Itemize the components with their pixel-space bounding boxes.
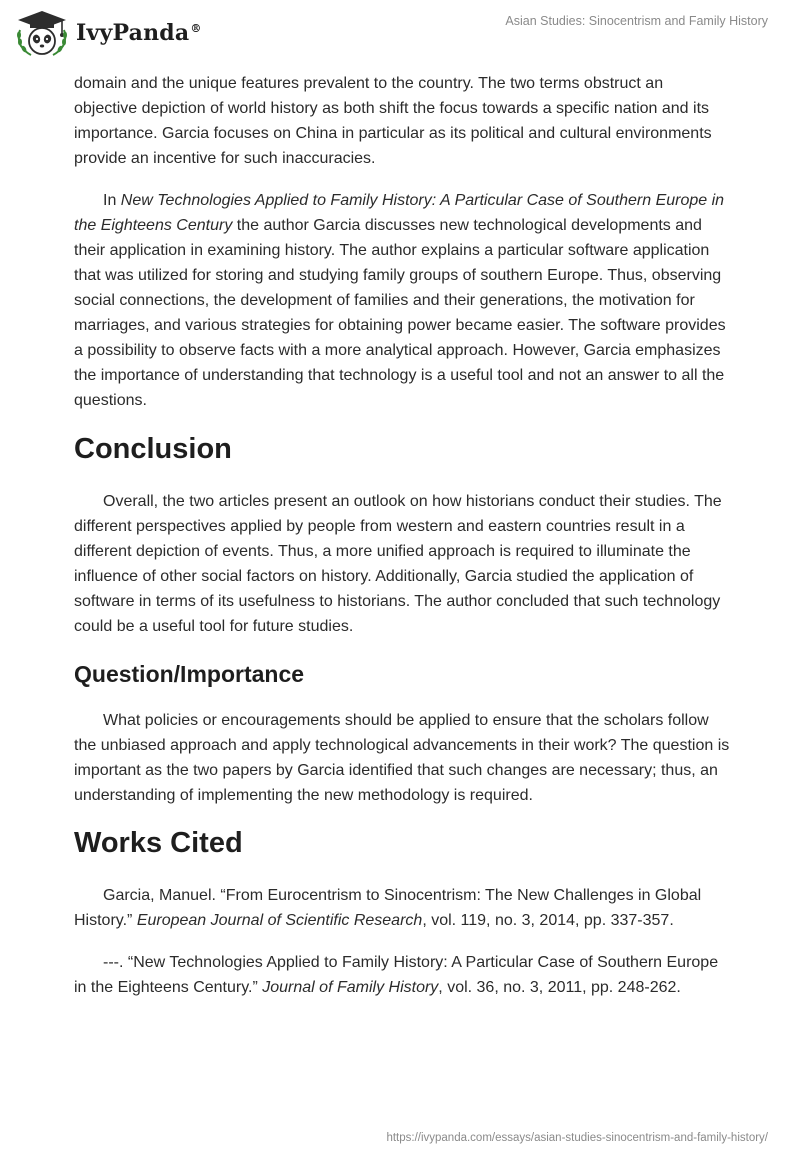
ivypanda-logo[interactable] <box>14 8 202 58</box>
page-header <box>0 0 800 70</box>
paragraph-conclusion: Overall, the two articles present an outlook on how historians conduct their studies. The different perspectives applied by people from western and eastern countries result in a different depiction of events. Thus, a more unified approach is required to illuminate the influence of other social factors on history. Additionally, Garcia studied the application of software in terms of its usefulness to historians. The author concluded that such technology could be a useful tool for future studies. <box>74 493 722 635</box>
citation-entry: Garcia, Manuel. “From Eurocentrism to Sinocentrism: The New Challenges in Global History.” European Journal of Scientific Research, vol. 119, no. 3, 2014, pp. 337-357. <box>74 887 702 929</box>
source-url-link[interactable]: https://ivypanda.com/essays/asian-studies-sinocentrism-and-family-history/ <box>386 1132 768 1144</box>
page-title: Asian Studies: Sinocentrism and Family History <box>505 14 768 28</box>
essay-body <box>74 71 730 1000</box>
paragraph-technology: In New Technologies Applied to Family History: A Particular Case of Southern Europe in the Eighteens Century the author Garcia discusses new technological developments and their application in examining history. The author explains a particular software application that was utilized for storing and studying family groups of southern Europe. Thus, observing social connections, the development of families and their generations, the motivation for marriages, and various strategies for obtaining power became easier. The software provides a possibility to observe facts with a more analytical approach. However, Garcia emphasizes the importance of understanding that technology is a useful tool and not an answer to all the questions. <box>74 192 726 409</box>
paragraph-question: What policies or encouragements should be applied to ensure that the scholars follow the unbiased approach and apply technological advancements in their work? The question is important as the two papers by Garcia identified that such changes are necessary; thus, an understanding of implementing the new methodology is required. <box>74 712 730 804</box>
article-title: New Technologies Applied to Family History: A Particular Case of Southern Europe in the Eighteens Century <box>74 192 725 234</box>
paragraph-intro: domain and the unique features prevalent to the country. The two terms obstruct an objective depiction of world history as both shift the focus towards a specific nation and its importance. Garcia focuses on China in particular as its political and cultural environments provide an incentive for such inaccuracies. <box>74 75 712 167</box>
panda-graduate-icon <box>14 8 70 58</box>
question-heading: Question/Importance <box>74 661 305 687</box>
conclusion-heading: Conclusion <box>74 433 232 465</box>
journal-title: Journal of Family History <box>262 979 439 996</box>
citation-entry: ---. “New Technologies Applied to Family History: A Particular Case of Southern Europe in the Eighteens Century.” Journal of Family History, vol. 36, no. 3, 2011, pp. 248-262. <box>74 954 719 996</box>
journal-title: European Journal of Scientific Research <box>136 912 423 929</box>
works-cited-heading: Works Cited <box>74 827 243 859</box>
brand-name: IvyPanda® <box>76 20 202 46</box>
